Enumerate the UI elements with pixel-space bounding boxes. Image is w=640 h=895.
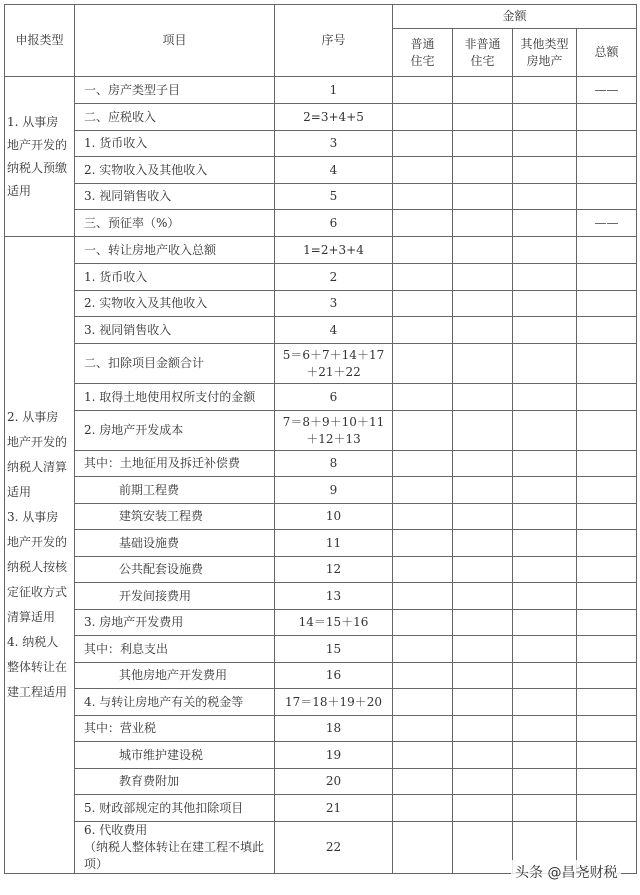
item-cell: 6. 代收费用 （纳税人整体转让在建工程不填此项）: [75, 822, 275, 874]
item-cell: 一、房产类型子目: [75, 77, 275, 104]
amount-cell: [513, 610, 577, 636]
amount-cell: [513, 636, 577, 663]
item-cell: 1. 取得土地使用权所支付的金额: [75, 384, 275, 411]
item-cell: 2. 实物收入及其他收入: [75, 157, 275, 184]
item-cell: 5. 财政部规定的其他扣除项目: [75, 795, 275, 822]
table-row: [5, 769, 637, 795]
seq-cell: 15: [275, 636, 393, 663]
seq-cell: 19: [275, 742, 393, 769]
item-cell: 其中：营业税: [75, 716, 275, 742]
amount-cell: [513, 795, 577, 822]
amount-cell: [513, 317, 577, 344]
category-cell-1: 1. 从事房地产开发的纳税人预缴适用: [5, 77, 75, 237]
amount-cell: [393, 477, 453, 504]
amount-cell: [453, 716, 513, 742]
amount-cell: [453, 530, 513, 557]
amount-cell: [577, 636, 637, 663]
amount-cell: [453, 822, 513, 874]
amount-cell: [393, 769, 453, 795]
table-row: [5, 795, 637, 822]
col-total: 总额: [577, 29, 637, 77]
seq-cell: 21: [275, 795, 393, 822]
amount-cell: [453, 610, 513, 636]
amount-cell: [453, 384, 513, 411]
table-row: [5, 689, 637, 716]
table-row: [5, 131, 637, 157]
amount-cell: [577, 344, 637, 384]
item-cell: 3. 房地产开发费用: [75, 610, 275, 636]
watermark: 头条 @昌尧财税: [511, 860, 621, 884]
total-cell: ——: [577, 77, 637, 104]
table-row: [5, 716, 637, 742]
seq-cell: 6: [275, 384, 393, 411]
amount-cell: [453, 344, 513, 384]
amount-cell: [453, 557, 513, 583]
amount-cell: [513, 689, 577, 716]
amount-cell: [453, 742, 513, 769]
amount-cell: [393, 210, 453, 237]
amount-cell: [577, 689, 637, 716]
seq-cell: 12: [275, 557, 393, 583]
amount-cell: [513, 530, 577, 557]
amount-cell: [513, 451, 577, 477]
amount-cell: [453, 264, 513, 291]
amount-cell: [453, 451, 513, 477]
amount-cell: [577, 583, 637, 610]
amount-cell: [393, 636, 453, 663]
total-cell: [577, 157, 637, 184]
table-row: [5, 663, 637, 689]
seq-cell: 20: [275, 769, 393, 795]
amount-cell: [513, 384, 577, 411]
item-cell: 一、转让房地产收入总额: [75, 237, 275, 264]
table-row: [5, 210, 637, 237]
amount-cell: [513, 264, 577, 291]
amount-cell: [577, 237, 637, 264]
col-item-header: 项目: [75, 5, 275, 77]
amount-cell: [393, 344, 453, 384]
col-ordinary-housing: 普通 住宅: [393, 29, 453, 77]
amount-cell: [513, 104, 577, 131]
amount-cell: [513, 477, 577, 504]
table-row: [5, 411, 637, 451]
seq-cell: 3: [275, 131, 393, 157]
table-row: [5, 237, 637, 264]
item-cell: 基础设施费: [75, 530, 275, 557]
amount-cell: [393, 131, 453, 157]
amount-cell: [393, 557, 453, 583]
item-cell: 其中：利息支出: [75, 636, 275, 663]
amount-cell: [393, 77, 453, 104]
item-cell: 其他房地产开发费用: [75, 663, 275, 689]
amount-cell: [393, 689, 453, 716]
table-row: [5, 504, 637, 530]
item-cell: 2. 房地产开发成本: [75, 411, 275, 451]
amount-cell: [513, 157, 577, 184]
category-cell-2: 2. 从事房地产开发的纳税人清算适用 3. 从事房地产开发的纳税人按核定征收方式清算适用 4. 纳税人整体转让在建工程适用: [5, 237, 75, 874]
seq-cell: 4: [275, 157, 393, 184]
amount-cell: [577, 384, 637, 411]
amount-cell: [453, 411, 513, 451]
table-row: [5, 264, 637, 291]
item-cell: 其中：土地征用及拆迁补偿费: [75, 451, 275, 477]
seq-cell: 4: [275, 317, 393, 344]
table-row: [5, 291, 637, 317]
item-cell: 3. 视同销售收入: [75, 184, 275, 210]
seq-cell: 9: [275, 477, 393, 504]
amount-cell: [577, 264, 637, 291]
amount-cell: [453, 504, 513, 530]
amount-cell: [513, 769, 577, 795]
tax-declaration-table: [4, 4, 637, 874]
seq-cell: 2=3+4+5: [275, 104, 393, 131]
amount-cell: [513, 583, 577, 610]
item-cell: 2. 实物收入及其他收入: [75, 291, 275, 317]
amount-cell: [577, 769, 637, 795]
amount-cell: [513, 663, 577, 689]
item-cell: 公共配套设施费: [75, 557, 275, 583]
amount-cell: [453, 77, 513, 104]
amount-cell: [453, 184, 513, 210]
amount-cell: [393, 264, 453, 291]
item-cell: 三、预征率（%）: [75, 210, 275, 237]
seq-cell: 2: [275, 264, 393, 291]
table-row: [5, 583, 637, 610]
amount-cell: [577, 530, 637, 557]
amount-cell: [453, 663, 513, 689]
item-cell: 3. 视同销售收入: [75, 317, 275, 344]
seq-cell: 11: [275, 530, 393, 557]
seq-cell: 6: [275, 210, 393, 237]
amount-cell: [577, 291, 637, 317]
item-cell: 二、应税收入: [75, 104, 275, 131]
seq-cell: 3: [275, 291, 393, 317]
amount-cell: [577, 317, 637, 344]
amount-cell: [513, 411, 577, 451]
seq-cell: 10: [275, 504, 393, 530]
table-row: [5, 530, 637, 557]
amount-cell: [453, 689, 513, 716]
table-row: [5, 344, 637, 384]
seq-cell: 22: [275, 822, 393, 874]
amount-cell: [393, 411, 453, 451]
amount-cell: [577, 716, 637, 742]
table-row: [5, 184, 637, 210]
item-cell: 前期工程费: [75, 477, 275, 504]
amount-cell: [393, 384, 453, 411]
amount-cell: [393, 291, 453, 317]
amount-cell: [393, 610, 453, 636]
total-cell: ——: [577, 210, 637, 237]
amount-cell: [393, 583, 453, 610]
amount-cell: [577, 610, 637, 636]
amount-cell: [577, 411, 637, 451]
amount-cell: [453, 104, 513, 131]
item-cell: 二、扣除项目金额合计: [75, 344, 275, 384]
item-cell: 开发间接费用: [75, 583, 275, 610]
col-non-ordinary-housing: 非普通 住宅: [453, 29, 513, 77]
amount-cell: [393, 157, 453, 184]
amount-cell: [453, 210, 513, 237]
item-cell: 1. 货币收入: [75, 264, 275, 291]
amount-cell: [393, 317, 453, 344]
table-row: [5, 451, 637, 477]
amount-cell: [577, 795, 637, 822]
amount-cell: [453, 317, 513, 344]
amount-cell: [453, 769, 513, 795]
seq-cell: 18: [275, 716, 393, 742]
table-row: [5, 636, 637, 663]
total-cell: [577, 104, 637, 131]
amount-cell: [393, 237, 453, 264]
amount-cell: [513, 291, 577, 317]
amount-cell: [393, 504, 453, 530]
seq-cell: 14＝15＋16: [275, 610, 393, 636]
item-cell: 建筑安装工程费: [75, 504, 275, 530]
seq-cell: 13: [275, 583, 393, 610]
col-other-realestate: 其他类型 房地产: [513, 29, 577, 77]
table-row: [5, 557, 637, 583]
amount-cell: [513, 131, 577, 157]
amount-cell: [393, 716, 453, 742]
amount-cell: [513, 237, 577, 264]
item-cell: 城市维护建设税: [75, 742, 275, 769]
table-row: [5, 610, 637, 636]
amount-cell: [577, 663, 637, 689]
table-row: [5, 477, 637, 504]
amount-cell: [577, 451, 637, 477]
amount-cell: [393, 663, 453, 689]
amount-cell: [393, 822, 453, 874]
amount-cell: [453, 237, 513, 264]
table-row: [5, 742, 637, 769]
amount-cell: [513, 77, 577, 104]
amount-cell: [513, 716, 577, 742]
seq-cell: 5＝6＋7＋14＋17＋21＋22: [275, 344, 393, 384]
amount-cell: [513, 210, 577, 237]
item-cell: 1. 货币收入: [75, 131, 275, 157]
table-row: [5, 384, 637, 411]
col-amount-header: 金额: [393, 5, 637, 29]
amount-cell: [513, 557, 577, 583]
seq-cell: 16: [275, 663, 393, 689]
amount-cell: [513, 504, 577, 530]
amount-cell: [393, 795, 453, 822]
table-row: [5, 104, 637, 131]
col-type-header: 申报类型: [5, 5, 75, 77]
amount-cell: [453, 131, 513, 157]
amount-cell: [577, 557, 637, 583]
amount-cell: [453, 636, 513, 663]
amount-cell: [513, 184, 577, 210]
col-seq-header: 序号: [275, 5, 393, 77]
total-cell: [577, 131, 637, 157]
seq-cell: 17＝18＋19＋20: [275, 689, 393, 716]
seq-cell: 1=2+3+4: [275, 237, 393, 264]
amount-cell: [453, 291, 513, 317]
seq-cell: 5: [275, 184, 393, 210]
amount-cell: [453, 477, 513, 504]
amount-cell: [453, 583, 513, 610]
item-cell: 4. 与转让房地产有关的税金等: [75, 689, 275, 716]
amount-cell: [513, 344, 577, 384]
amount-cell: [393, 451, 453, 477]
amount-cell: [577, 504, 637, 530]
amount-cell: [577, 742, 637, 769]
seq-cell: 8: [275, 451, 393, 477]
total-cell: [577, 184, 637, 210]
item-cell: 教育费附加: [75, 769, 275, 795]
seq-cell: 1: [275, 77, 393, 104]
table-row: [5, 317, 637, 344]
table-row: [5, 77, 637, 104]
amount-cell: [453, 795, 513, 822]
amount-cell: [393, 530, 453, 557]
amount-cell: [393, 742, 453, 769]
amount-cell: [577, 477, 637, 504]
amount-cell: [393, 184, 453, 210]
amount-cell: [393, 104, 453, 131]
seq-cell: 7＝8＋9＋10＋11＋12＋13: [275, 411, 393, 451]
table-row: [5, 157, 637, 184]
amount-cell: [453, 157, 513, 184]
amount-cell: [513, 742, 577, 769]
